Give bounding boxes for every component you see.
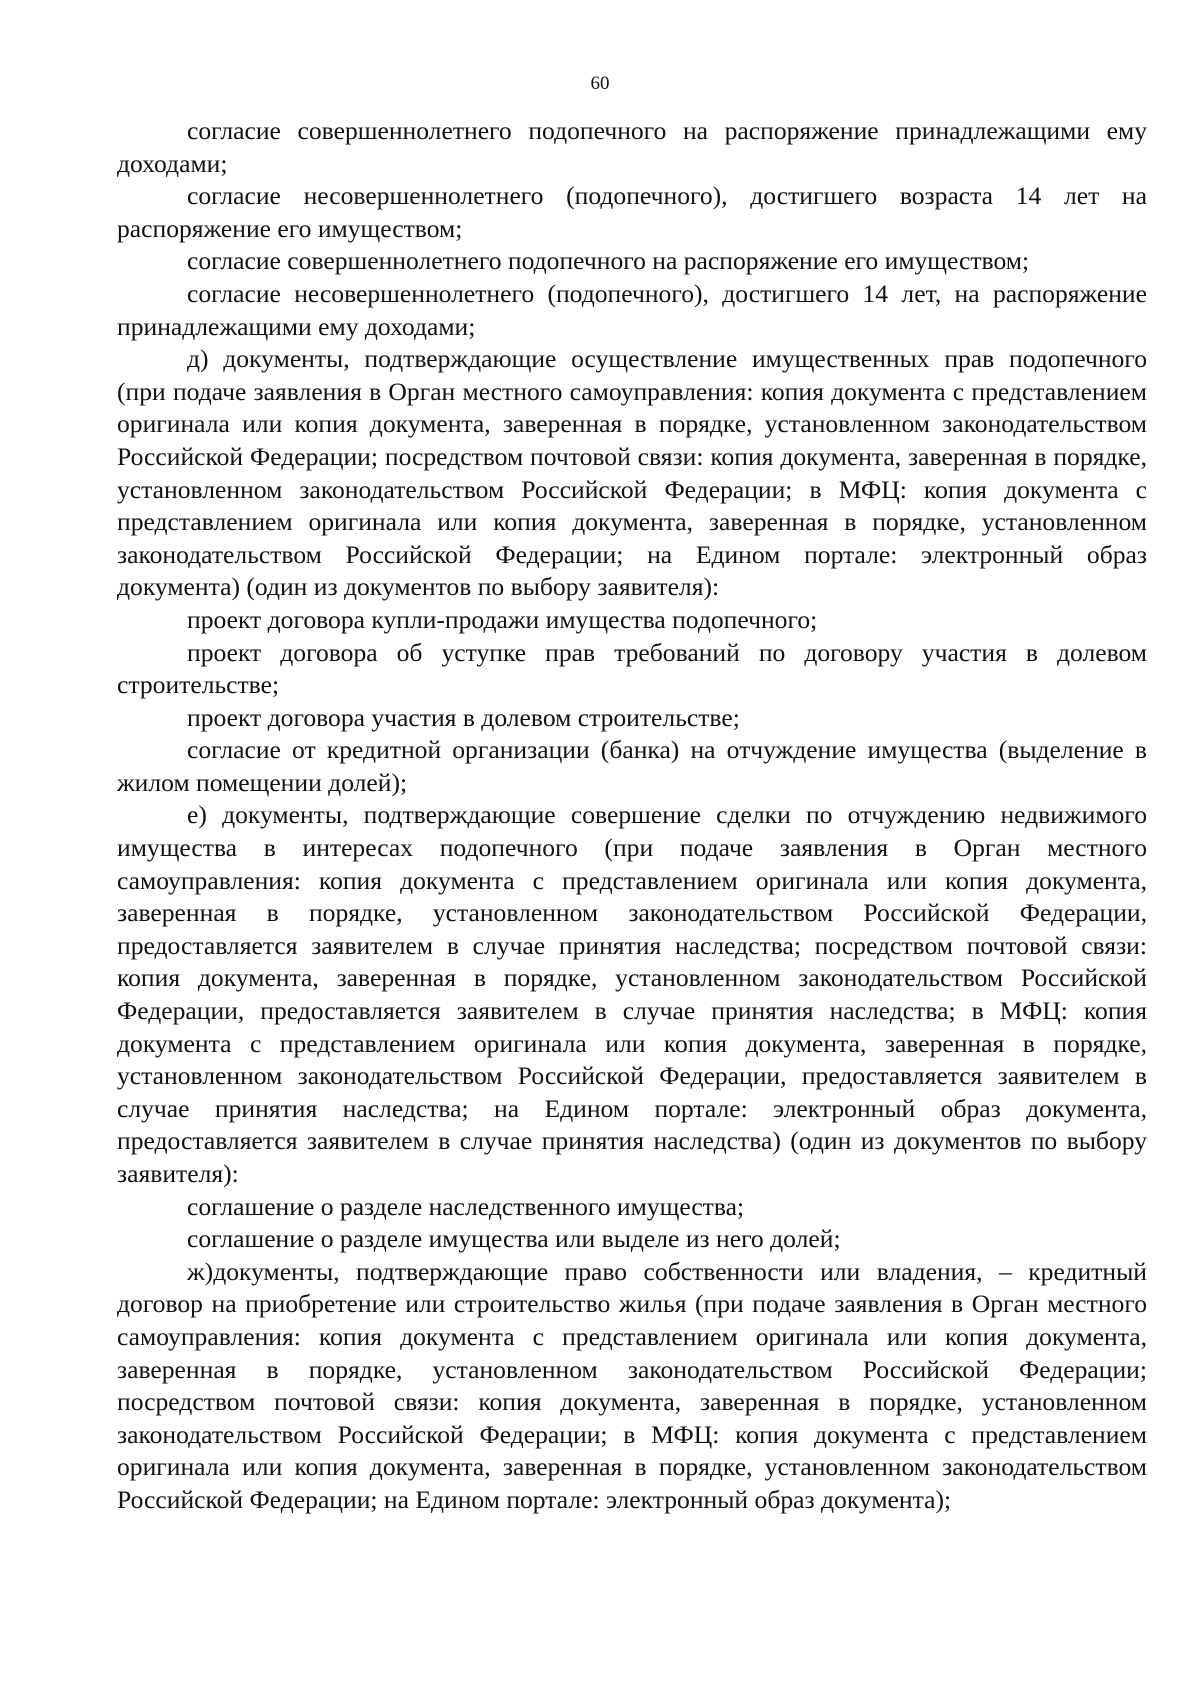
paragraph-consent-minor-income: согласие несовершеннолетнего (подопечного), достигшего 14 лет, на распоряжение принадлежащими ему доходами; [117, 278, 1147, 341]
paragraph-property-division: соглашение о разделе имущества или выделе из него долей; [187, 1224, 841, 1254]
document-body [117, 115, 1147, 1517]
paragraph-shared-construction-draft: проект договора участия в долевом строительстве; [187, 702, 740, 732]
paragraph-consent-adult-income: согласие совершеннолетнего подопечного на распоряжение принадлежащими ему доходами; [117, 116, 1147, 178]
paragraph-consent-adult-property: согласие совершеннолетнего подопечного на распоряжение его имуществом; [187, 246, 1030, 276]
paragraph-item-d: д) документы, подтверждающие осуществление имущественных прав подопечного (при подаче заявления в Орган местного самоуправления: копия документа с представлением оригинала или копия документа, заверенная в порядке, установленном законодательством Российской Федерации; посредством почтовой связи: копия документа, заверенная в порядке, установленном законодательством Российской Федерации; в МФЦ: копия документа с представлением оригинала или копия документа, заверенная в порядке, установленном законодательством Российской Федерации; на Едином портале: электронный образ документа) (один из документов по выбору заявителя): [117, 344, 1147, 602]
paragraph-item-zh: ж)документы, подтверждающие право собственности или владения, – кредитный договор на приобретение или строительство жилья (при подаче заявления в Орган местного самоуправления: копия документа с представлением оригинала или копия документа, заверенная в порядке, установленном законодательством Российской Федерации; посредством почтовой связи: копия документа, заверенная в порядке, установленном законодательством Российской Федерации; в МФЦ: копия документа с представлением оригинала или копия документа, заверенная в порядке, установленном законодательством Российской Федерации; на Едином портале: электронный образ документа); [117, 1256, 1147, 1514]
paragraph-sale-contract-draft: проект договора купли-продажи имущества подопечного; [187, 604, 818, 634]
paragraph-inheritance-division: соглашение о разделе наследственного имущества; [187, 1191, 745, 1221]
page-number: 60 [590, 73, 610, 94]
paragraph-bank-consent: согласие от кредитной организации (банка) на отчуждение имущества (выделение в жилом помещении долей); [117, 735, 1147, 797]
paragraph-consent-minor-property: согласие несовершеннолетнего (подопечного), достигшего возраста 14 лет на распоряжение его имуществом; [117, 181, 1147, 243]
paragraph-item-e: е) документы, подтверждающие совершение сделки по отчуждению недвижимого имущества в интересах подопечного (при подаче заявления в Орган местного самоуправления: копия документа с представлением оригинала или копия документа, заверенная в порядке, установленном законодательством Российской Федерации, предоставляется заявителем в случае принятия наследства; посредством почтовой связи: копия документа, заверенная в порядке, установленном законодательством Российской Федерации, предоставляется заявителем в случае принятия наследства; в МФЦ: копия документа с представлением оригинала или копия документа, заверенная в порядке, установленном законодательством Российской Федерации, предоставляется заявителем в случае принятия наследства; на Едином портале: электронный образ документа, предоставляется заявителем в случае принятия наследства) (один из документов по выбору заявителя): [117, 800, 1147, 1188]
paragraph-assignment-contract-draft: проект договора об уступке прав требований по договору участия в долевом строительстве; [117, 637, 1147, 700]
